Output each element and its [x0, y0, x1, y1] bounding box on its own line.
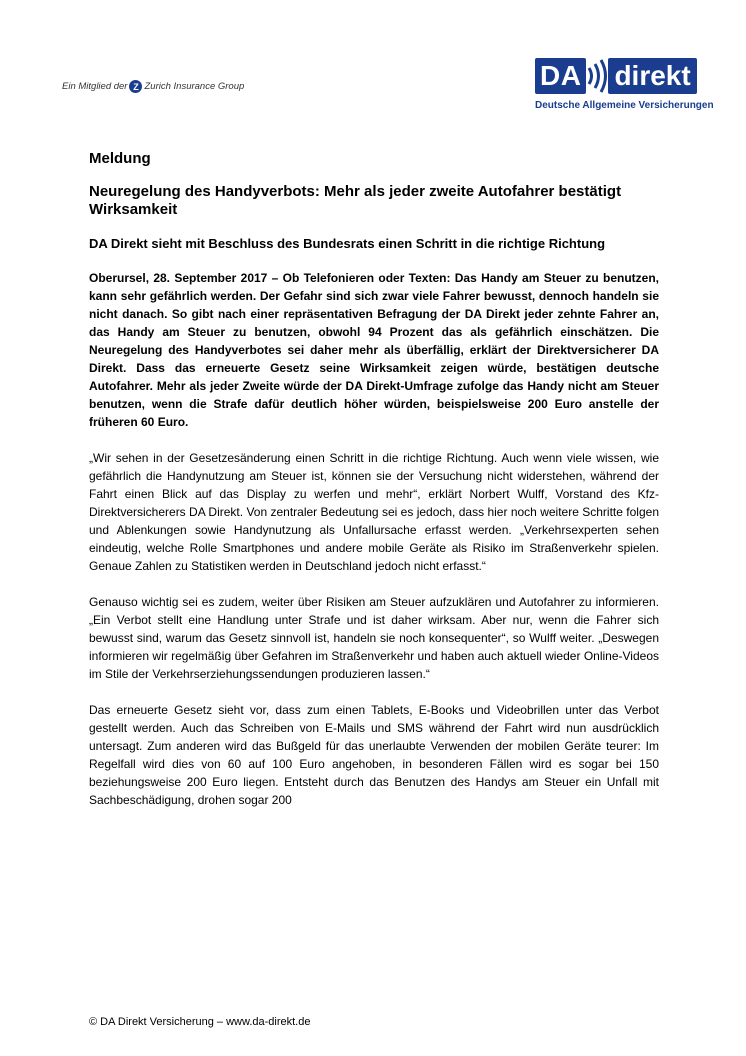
paragraph: Das erneuerte Gesetz sieht vor, dass zum einen Tablets, E-Books und Videobrillen unter das Verbot gestellt werden. Auch das Schreiben von E-Mails und SMS während der Fahrt wird nun ausdrücklich untersagt. Zum anderen wird das Bußgeld für das unerlaubte Verwenden der mobilen Geräte teurer: Im Regelfall wird dies von 60 auf 100 Euro angehoben, in besonderen Fällen wird es sogar bei 150 beziehungsweise 200 Euro liegen. Entsteht durch das Benutzen des Handys am Steuer ein Unfall mit Sachbeschädigung, drohen sogar 200 — [89, 703, 659, 807]
logo-direkt: direkt — [608, 58, 696, 94]
document-type: Meldung — [89, 150, 151, 167]
headline: Neuregelung des Handyverbots: Mehr als jeder zweite Autofahrer bestätigt Wirksamkeit — [89, 183, 622, 218]
paragraph: Genauso wichtig sei es zudem, weiter über Risiken am Steuer aufzuklären und Autofahrer zu informieren. „Ein Verbot stellt eine Handlung unter Strafe und ist daher wirksam. Aber nur, wenn die Fahrer sich bewusst sind, warum das Gesetz sinnvoll ist, handeln sie noch konsequenter“, so Wulff weiter. „Deswegen informieren wir regelmäßig über Gefahren im Straßenverkehr und haben auch aktuell wieder Online-Videos im Stile der Verkehrserziehungssendungen produzieren lassen.“ — [89, 595, 659, 681]
footer: © DA Direkt Versicherung – www.da-direkt.de — [89, 1016, 311, 1028]
zurich-logo-icon: Z — [129, 80, 142, 93]
da-direkt-logo — [535, 56, 727, 111]
signal-waves-icon — [586, 58, 608, 94]
logo-da: DA — [535, 58, 586, 94]
member-line — [62, 80, 244, 93]
subline: DA Direkt sieht mit Beschluss des Bundesrats einen Schritt in die richtige Richtung — [89, 236, 606, 251]
paragraph: „Wir sehen in der Gesetzesänderung einen Schritt in die richtige Richtung. Auch wenn viele wissen, wie gefährlich die Handynutzung am Steuer ist, können sie der Versuchung nicht widerstehen, während der Fahrt einen Blick auf das Display zu werfen und mehr“, erklärt Norbert Wulff, Vorstand des Kfz-Direktversicherers DA Direkt. Von zentraler Bedeutung sei es jedoch, dass hier noch weitere Schritte folgen und Ablenkungen sowie Handynutzung als Unfallursache erfasst werden. „Verkehrsexperten sehen eindeutig, welche Rolle Smartphones und andere mobile Geräte als Risiko im Straßenverkehr spielen. Genaue Zahlen zu Statistiken werden in Deutschland jedoch nicht erfasst.“ — [89, 451, 659, 573]
member-prefix: Ein Mitglied der — [62, 81, 128, 92]
logo-subtitle: Deutsche Allgemeine Versicherungen — [535, 100, 714, 111]
member-suffix: Zurich Insurance Group — [144, 81, 245, 92]
press-release-body — [89, 150, 659, 827]
lead-paragraph: Oberursel, 28. September 2017 – Ob Telefonieren oder Texten: Das Handy am Steuer zu benutzen, kann sehr gefährlich werden. Der Gefahr sind sich zwar viele Fahrer bewusst, dennoch handeln sie nicht danach. So gibt nach einer repräsentativen Befragung der DA Direkt jeder zehnte Fahrer an, das Handy am Steuer zu benutzen, obwohl 94 Prozent das als gefährlich einschätzen. Die Neuregelung des Handyverbotes sei daher mehr als überfällig, erklärt der Direktversicherer DA Direkt. Dass das erneuerte Gesetz seine Wirksamkeit zeigen würde, bestätigen deutsche Autofahrer. Mehr als jeder Zweite würde der DA Direkt-Umfrage zufolge das Handy nicht am Steuer benutzen, wenn die Strafe dafür deutlich höher würden, beispielsweise 200 Euro anstelle der früheren 60 Euro. — [89, 271, 659, 429]
